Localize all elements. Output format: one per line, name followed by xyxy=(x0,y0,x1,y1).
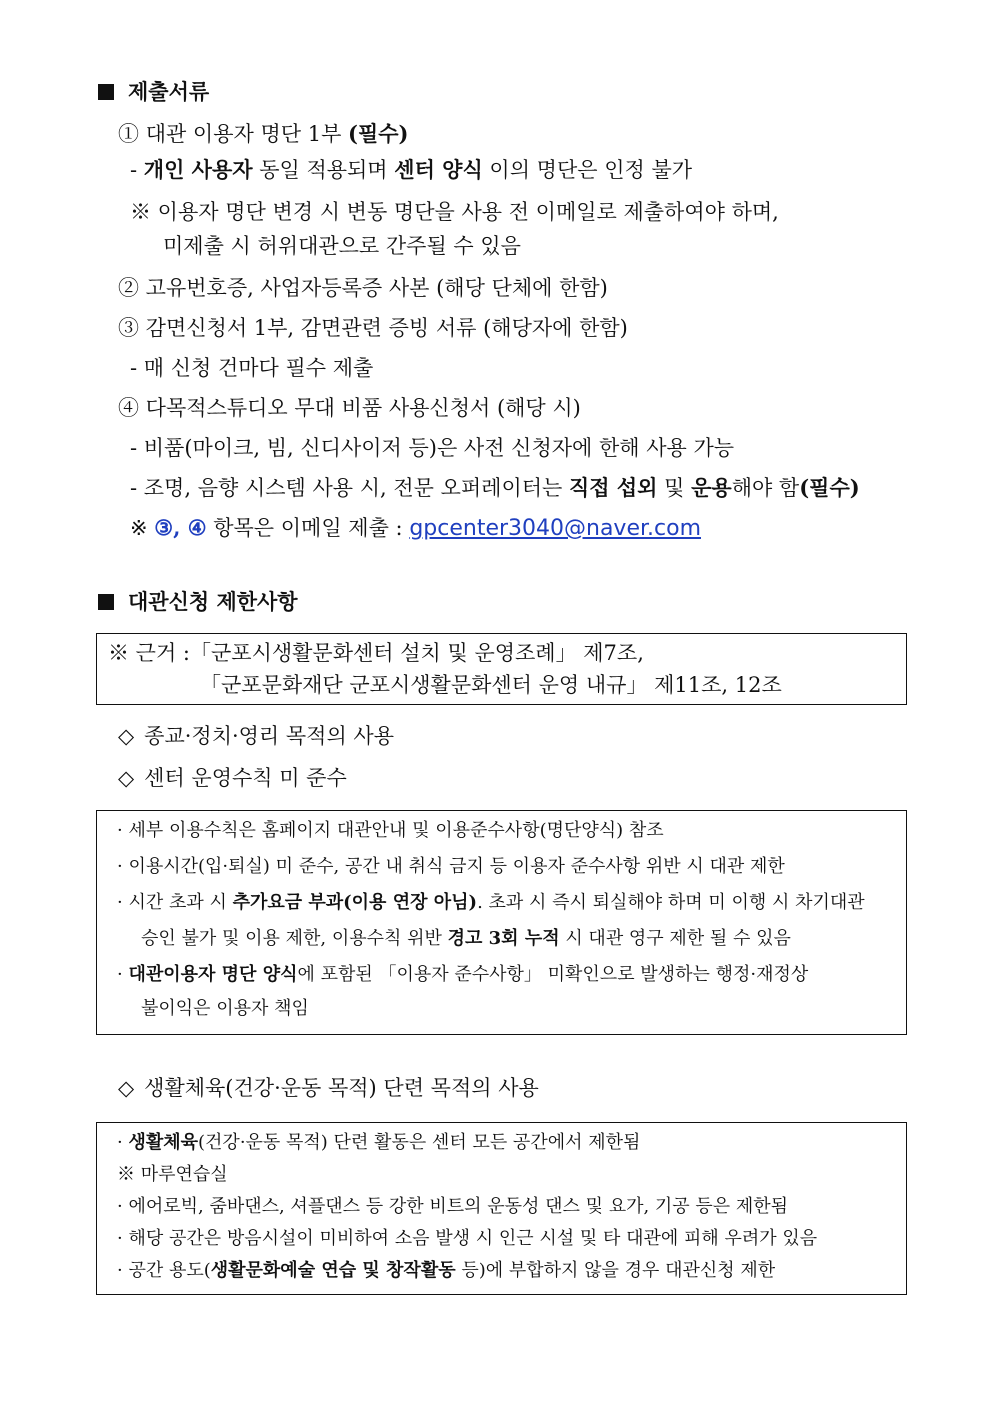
email-note: ※ ③, ④ 항목은 이메일 제출 : gpcenter3040@naver.com xyxy=(130,515,701,541)
restriction-2: ◇ 센터 운영수칙 미 준수 xyxy=(118,766,347,790)
item-2: ② 고유번호증, 사업자등록증 사본 (해당 단체에 한함) xyxy=(118,276,608,300)
sports-1: · 생활체육(건강·운동 목적) 단련 활동은 센터 모든 공간에서 제한됨 xyxy=(117,1132,641,1153)
section-heading-documents: 제출서류 xyxy=(98,78,209,106)
rule-4: · 대관이용자 명단 양식에 포함된 「이용자 준수사항」 미확인으로 발생하는 행정·재정상 xyxy=(117,964,809,985)
rule-3-cont: 승인 불가 및 이용 제한, 이용수칙 위반 경고 3회 누적 시 대관 영구 제한 될 수 있음 xyxy=(141,928,791,949)
diamond-bullet-icon: ◇ xyxy=(118,1076,135,1100)
section-heading-restrictions: 대관신청 제한사항 xyxy=(98,588,298,616)
email-link[interactable]: gpcenter3040@naver.com xyxy=(409,516,701,541)
rules-box xyxy=(96,810,907,1035)
item-1-sub: - 개인 사용자 동일 적용되며 센터 양식 이의 명단은 인정 불가 xyxy=(130,157,693,182)
rule-2: · 이용시간(입·퇴실) 미 준수, 공간 내 취식 금지 등 이용자 준수사항 위반 시 대관 제한 xyxy=(117,856,785,877)
sports-5: · 공간 용도(생활문화예술 연습 및 창작활동 등)에 부합하지 않을 경우 대관신청 제한 xyxy=(117,1260,776,1281)
basis-line-1: ※ 근거 :「군포시생활문화센터 설치 및 운영조례」 제7조, xyxy=(108,641,644,665)
item-4: ④ 다목적스튜디오 무대 비품 사용신청서 (해당 시) xyxy=(118,396,581,420)
basis-line-2: 「군포문화재단 군포시생활문화센터 운영 내규」 제11조, 12조 xyxy=(200,673,782,697)
rule-3: · 시간 초과 시 추가요금 부과(이용 연장 아님). 초과 시 즉시 퇴실해야 하며 미 이행 시 차기대관 xyxy=(117,892,865,913)
item-4-sub-1: - 비품(마이크, 빔, 신디사이저 등)은 사전 신청자에 한해 사용 가능 xyxy=(130,436,735,460)
note-1-line-2: 미제출 시 허위대관으로 간주될 수 있음 xyxy=(163,234,521,258)
diamond-bullet-icon: ◇ xyxy=(118,766,135,790)
sports-2: ※ 마루연습실 xyxy=(117,1164,228,1185)
item-4-sub-2: - 조명, 음향 시스템 사용 시, 전문 오퍼레이터는 직접 섭외 및 운용해야 함(필수) xyxy=(130,475,860,500)
sports-4: · 해당 공간은 방음시설이 미비하여 소음 발생 시 인근 시설 및 타 대관에 피해 우려가 있음 xyxy=(117,1228,818,1249)
rule-4-cont: 불이익은 이용자 책임 xyxy=(141,998,309,1019)
square-bullet-icon xyxy=(98,594,114,610)
rule-1: · 세부 이용수칙은 홈페이지 대관안내 및 이용준수사항(명단양식) 참조 xyxy=(117,820,664,841)
item-3: ③ 감면신청서 1부, 감면관련 증빙 서류 (해당자에 한함) xyxy=(118,316,628,340)
restriction-3: ◇ 생활체육(건강·운동 목적) 단련 목적의 사용 xyxy=(118,1076,539,1100)
sports-box xyxy=(96,1122,907,1295)
item-1: ① 대관 이용자 명단 1부 (필수) xyxy=(118,121,409,146)
item-3-sub: - 매 신청 건마다 필수 제출 xyxy=(130,356,374,380)
diamond-bullet-icon: ◇ xyxy=(118,724,135,748)
note-1-line-1: ※ 이용자 명단 변경 시 변동 명단을 사용 전 이메일로 제출하여야 하며, xyxy=(130,200,779,224)
square-bullet-icon xyxy=(98,84,114,100)
restriction-1: ◇ 종교·정치·영리 목적의 사용 xyxy=(118,724,395,748)
basis-box xyxy=(96,633,907,705)
sports-3: · 에어로빅, 줌바댄스, 셔플댄스 등 강한 비트의 운동성 댄스 및 요가, 기공 등은 제한됨 xyxy=(117,1196,789,1217)
